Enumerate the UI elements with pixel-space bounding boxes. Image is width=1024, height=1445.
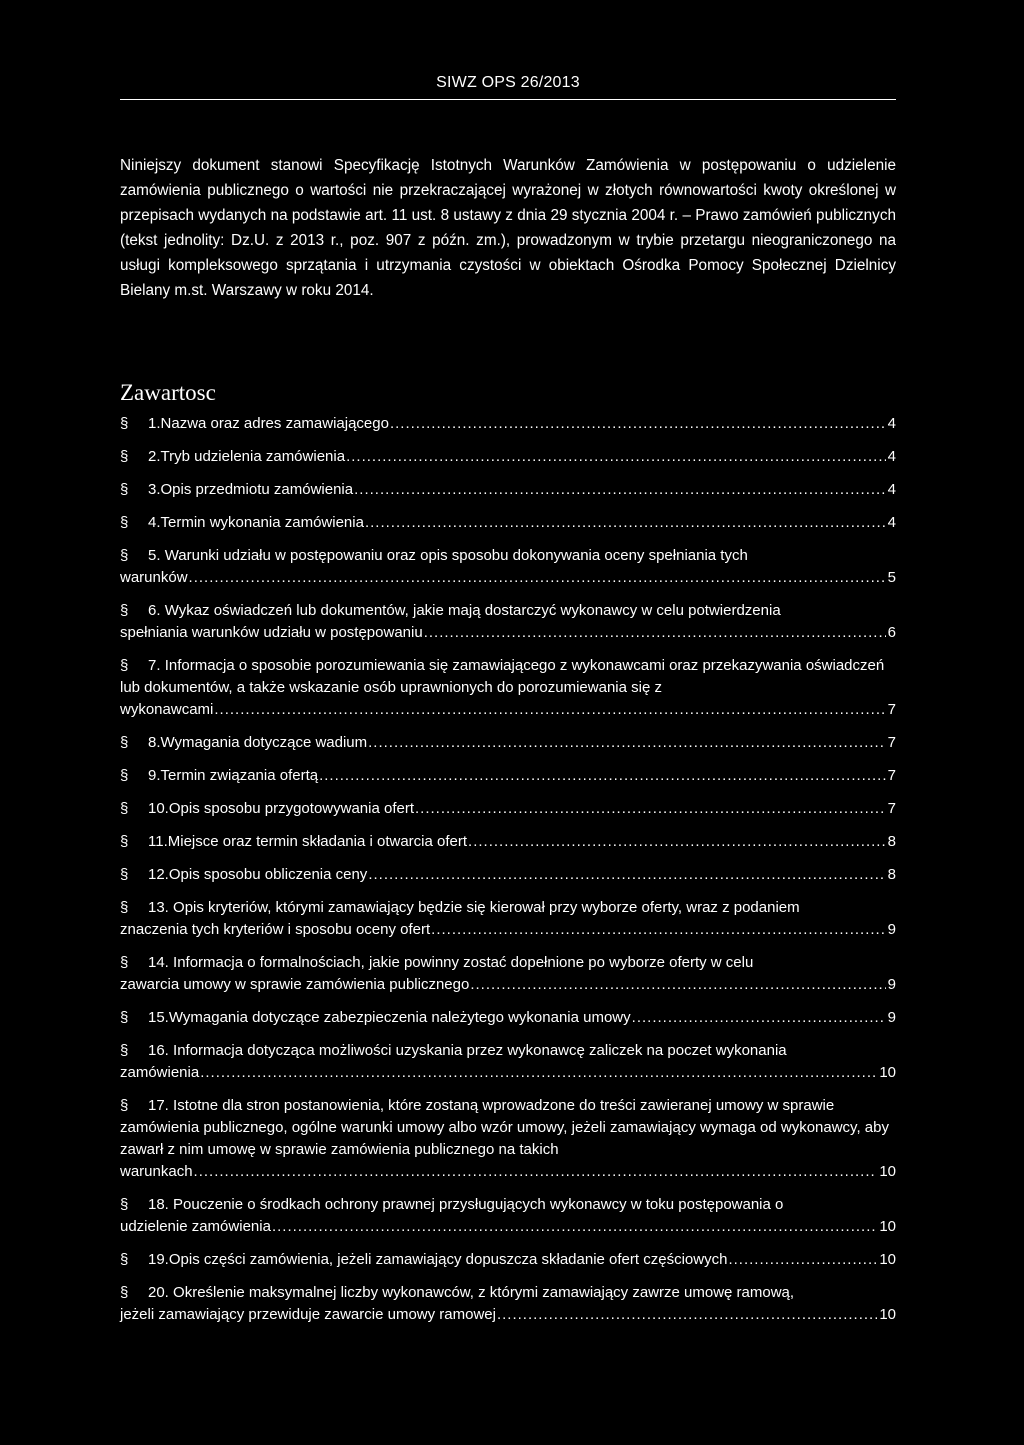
toc-entry-number: 9. <box>148 767 161 784</box>
toc-entry[interactable] <box>120 952 896 996</box>
toc-entry-prefix <box>120 765 161 787</box>
intro-paragraph: Niniejszy dokument stanowi Specyfikację Istotnych Warunków Zamówienia w postępowaniu o udzielenie zamówienia publicznego o wartości nie przekraczającej wyrażonej w złotych równowartości kwoty określonej w przepisach wydanych na podstawie art. 11 ust. 8 ustawy z dnia 29 stycznia 2004 r. – Prawo zamówień publicznych (tekst jednolity: Dz.U. z 2013 r., poz. 907 z późn. zm.), prowadzonym w trybie przetargu nieograniczonego na usługi kompleksowego sprzątania i utrzymania czystości w obiektach Ośrodka Pomocy Społecznej Dzielnicy Bielany m.st. Warszawy w roku 2014. <box>120 157 896 299</box>
toc-page-number: 7 <box>887 800 896 817</box>
toc-entry[interactable] <box>120 1194 896 1238</box>
toc-page-number: 10 <box>879 1064 896 1081</box>
dot-leader <box>368 732 886 754</box>
toc-entry-number: 4. <box>148 514 161 531</box>
toc-entry-prefix <box>120 1097 173 1114</box>
toc-entry-prefix <box>120 479 161 501</box>
toc-page-number: 7 <box>887 767 896 784</box>
toc-entry-number: 10. <box>148 800 169 817</box>
toc-entry-text: Informacja o sposobie porozumiewania się zamawiającego z wykonawcami oraz przekazywania oświadczeń lub dokumentów, a także wskazanie osób uprawnionych do porozumiewania się z <box>120 657 885 696</box>
dot-leader <box>365 512 886 534</box>
toc-entry-prefix <box>120 864 169 886</box>
toc-page-number: 7 <box>887 734 896 751</box>
toc-entry[interactable] <box>120 545 896 589</box>
section-symbol: § <box>120 734 129 751</box>
toc-entry-text: Miejsce oraz termin składania i otwarcia ofert <box>167 833 468 850</box>
toc-entry-text: Pouczenie o środkach ochrony prawnej przysługujących wykonawcy w toku postępowania o <box>173 1196 784 1213</box>
toc-entry-text: spełniania warunków udziału w postępowaniu <box>120 624 423 641</box>
toc-entry-prefix <box>120 732 161 754</box>
dot-leader <box>470 974 885 996</box>
toc-page-number: 10 <box>879 1163 896 1180</box>
toc-entry-text: udzielenie zamówienia <box>120 1218 271 1235</box>
section-symbol: § <box>120 1042 129 1059</box>
table-of-contents <box>120 413 896 1326</box>
section-symbol: § <box>120 1251 129 1268</box>
dot-leader <box>431 919 886 941</box>
toc-entry-number: 7. <box>148 657 161 674</box>
dot-leader <box>200 1062 877 1084</box>
toc-entry-number: 19. <box>148 1251 169 1268</box>
toc-entry-text: zamówienia <box>120 1064 200 1081</box>
toc-entry-prefix <box>120 798 169 820</box>
section-symbol: § <box>120 547 129 564</box>
dot-leader <box>728 1249 877 1271</box>
dot-leader <box>368 864 885 886</box>
toc-entry-prefix <box>120 1042 173 1059</box>
toc-entry-prefix <box>120 1249 169 1271</box>
toc-entry-number: 1. <box>148 415 161 432</box>
section-symbol: § <box>120 514 129 531</box>
toc-entry[interactable] <box>120 1007 896 1029</box>
toc-entry[interactable] <box>120 1095 896 1183</box>
toc-page-number: 9 <box>887 921 896 938</box>
toc-entry-text: znaczenia tych kryteriów i sposobu oceny ofert <box>120 921 431 938</box>
dot-leader <box>346 446 886 468</box>
toc-entry[interactable] <box>120 798 896 820</box>
toc-entry-text: Nazwa oraz adres zamawiającego <box>160 415 389 432</box>
dot-leader <box>468 831 886 853</box>
dot-leader <box>214 699 885 721</box>
toc-entry-prefix <box>120 1007 169 1029</box>
toc-entry-prefix <box>120 602 165 619</box>
section-symbol: § <box>120 1196 129 1213</box>
toc-entry-text: Określenie maksymalnej liczby wykonawców, z którymi zamawiający zawrze umowę ramową, <box>173 1284 795 1301</box>
section-symbol: § <box>120 481 129 498</box>
toc-entry-text: Opis sposobu obliczenia ceny <box>168 866 368 883</box>
toc-entry-number: 20. <box>148 1284 169 1301</box>
toc-entry-number: 6. <box>148 602 161 619</box>
toc-entry[interactable] <box>120 512 896 534</box>
toc-entry-prefix <box>120 657 165 674</box>
section-symbol: § <box>120 1009 129 1026</box>
section-symbol: § <box>120 1284 129 1301</box>
toc-entry-number: 14. <box>148 954 169 971</box>
toc-entry-text: zawarcia umowy w sprawie zamówienia publicznego <box>120 976 470 993</box>
toc-entry-number: 12. <box>148 866 169 883</box>
toc-entry[interactable] <box>120 446 896 468</box>
toc-entry-prefix <box>120 831 168 853</box>
toc-entry-text: Istotne dla stron postanowienia, które zostaną wprowadzone do treści zawieranej umowy w sprawie zamówienia publicznego, ogólne warunki umowy albo wzór umowy, jeżeli zamawiający wymaga od wykonawcy, aby zawarł z nim umowę w sprawie zamówienia publicznego na takich <box>120 1097 889 1158</box>
header-divider <box>120 99 896 100</box>
dot-leader <box>424 622 886 644</box>
dot-leader <box>189 567 886 589</box>
toc-entry[interactable] <box>120 897 896 941</box>
toc-page-number: 9 <box>887 1009 896 1026</box>
toc-page-number: 4 <box>887 514 896 531</box>
section-symbol: § <box>120 448 129 465</box>
dot-leader <box>632 1007 886 1029</box>
section-symbol: § <box>120 767 129 784</box>
dot-leader <box>319 765 886 787</box>
toc-entry-prefix <box>120 899 173 916</box>
toc-entry[interactable] <box>120 1249 896 1271</box>
toc-entry-prefix <box>120 1196 173 1213</box>
toc-entry-prefix <box>120 547 165 564</box>
dot-leader <box>390 413 886 435</box>
toc-entry-text: jeżeli zamawiający przewiduje zawarcie umowy ramowej <box>120 1306 496 1323</box>
toc-entry[interactable] <box>120 479 896 501</box>
toc-entry-text: Warunki udziału w postępowaniu oraz opis sposobu dokonywania oceny spełniania tych <box>164 547 748 564</box>
toc-entry-number: 3. <box>148 481 161 498</box>
toc-entry-text: Termin wykonania zamówienia <box>160 514 364 531</box>
section-symbol: § <box>120 602 129 619</box>
toc-entry-number: 8. <box>148 734 161 751</box>
dot-leader <box>354 479 886 501</box>
toc-entry-text: wykonawcami <box>120 701 214 718</box>
toc-entry-prefix <box>120 954 173 971</box>
toc-entry[interactable] <box>120 732 896 754</box>
dot-leader <box>194 1161 878 1183</box>
toc-entry-number: 16. <box>148 1042 169 1059</box>
toc-entry-text: Termin związania ofertą <box>160 767 319 784</box>
toc-page-number: 10 <box>879 1251 896 1268</box>
toc-entry-text: Informacja dotycząca możliwości uzyskania przez wykonawcę zaliczek na poczet wykonania <box>173 1042 787 1059</box>
toc-entry-prefix <box>120 512 161 534</box>
section-symbol: § <box>120 415 129 432</box>
toc-page-number: 8 <box>887 866 896 883</box>
toc-entry[interactable] <box>120 1040 896 1084</box>
toc-page-number: 10 <box>879 1218 896 1235</box>
toc-entry-text: Wykaz oświadczeń lub dokumentów, jakie mają dostarczyć wykonawcy w celu potwierdzenia <box>164 602 781 619</box>
toc-entry[interactable] <box>120 831 896 853</box>
toc-page-number: 7 <box>887 701 896 718</box>
toc-entry[interactable] <box>120 864 896 886</box>
section-symbol: § <box>120 899 129 916</box>
dot-leader <box>272 1216 877 1238</box>
toc-entry-number: 11. <box>148 833 168 850</box>
dot-leader <box>415 798 886 820</box>
toc-page-number: 4 <box>887 448 896 465</box>
section-symbol: § <box>120 866 129 883</box>
toc-entry-text: Opis kryteriów, którymi zamawiający będzie się kierował przy wyborze oferty, wraz z podaniem <box>173 899 800 916</box>
toc-page-number: 9 <box>887 976 896 993</box>
toc-entry-number: 17. <box>148 1097 169 1114</box>
toc-entry-text: Opis sposobu przygotowywania ofert <box>168 800 414 817</box>
toc-entry-text: Wymagania dotyczące zabezpieczenia należytego wykonania umowy <box>168 1009 631 1026</box>
dot-leader <box>497 1304 877 1326</box>
toc-entry-prefix <box>120 446 161 468</box>
toc-entry-text: Opis przedmiotu zamówienia <box>160 481 354 498</box>
section-symbol: § <box>120 800 129 817</box>
toc-entry[interactable] <box>120 655 896 721</box>
toc-entry-text: warunkach <box>120 1163 193 1180</box>
toc-page-number: 10 <box>879 1306 896 1323</box>
section-symbol: § <box>120 1097 129 1114</box>
toc-page-number: 5 <box>887 569 896 586</box>
toc-entry-text: Informacja o formalnościach, jakie powinny zostać dopełnione po wyborze oferty w celu <box>173 954 754 971</box>
toc-entry-text: warunków <box>120 569 188 586</box>
toc-entry[interactable] <box>120 1282 896 1326</box>
toc-page-number: 4 <box>887 481 896 498</box>
toc-page-number: 4 <box>887 415 896 432</box>
toc-entry-text: Tryb udzielenia zamówienia <box>160 448 346 465</box>
toc-page-number: 8 <box>887 833 896 850</box>
section-symbol: § <box>120 954 129 971</box>
toc-entry-number: 15. <box>148 1009 169 1026</box>
section-symbol: § <box>120 833 129 850</box>
toc-entry[interactable] <box>120 765 896 787</box>
toc-entry-text: Wymagania dotyczące wadium <box>160 734 368 751</box>
toc-entry[interactable] <box>120 413 896 435</box>
section-symbol: § <box>120 657 129 674</box>
toc-page-number: 6 <box>887 624 896 641</box>
toc-entry-prefix <box>120 1284 173 1301</box>
toc-entry[interactable] <box>120 600 896 644</box>
document-code-header: SIWZ OPS 26/2013 <box>436 74 580 91</box>
toc-title: Zawartosc <box>120 380 216 405</box>
toc-entry-text: Opis części zamówienia, jeżeli zamawiający dopuszcza składanie ofert częściowych <box>168 1251 728 1268</box>
toc-entry-prefix <box>120 413 161 435</box>
toc-entry-number: 18. <box>148 1196 169 1213</box>
toc-entry-number: 2. <box>148 448 161 465</box>
toc-entry-number: 13. <box>148 899 169 916</box>
toc-entry-number: 5. <box>148 547 161 564</box>
